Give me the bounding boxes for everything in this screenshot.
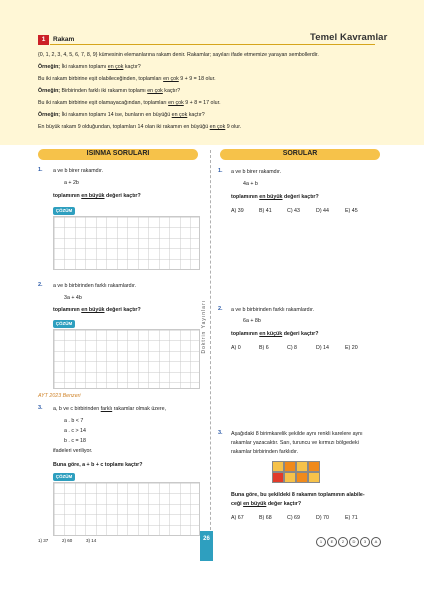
grid-cell-orange [308,461,320,472]
questions-section-title: SORULAR [282,150,318,157]
choice-d[interactable]: D) 44 [316,208,329,214]
warmup-section-title: ISINMA SORULARI [86,150,150,157]
question-text-line-2: rakamlar yazacaktır. Sarı, turuncu ve kırmızı bölgedeki [231,440,359,446]
question-number: 2. [218,306,223,312]
choice-d[interactable]: D) 14 [316,345,329,351]
question-text: a ve b birer rakamdır. [231,169,282,175]
choice-a[interactable]: A) 67 [231,515,244,521]
grid-cell-yellow [272,461,284,472]
choice-b[interactable]: B) 41 [259,208,272,214]
choice-e[interactable]: E) 20 [345,345,358,351]
solution-tag: ÇÖZÜM [53,320,75,328]
unit-number-badge: 1 [38,35,49,45]
choice-a[interactable]: A) 0 [231,345,241,351]
footer-answer-2: 2) 60 [62,538,73,543]
publisher-credit: Doktrin Yayınları [201,300,207,354]
color-grid-figure [272,461,320,483]
answer-key-circles [316,537,381,547]
intro-example-1: Örneğin; İki rakamın toplamı en çok kaçtır? [38,64,141,70]
answer-circle: 2 [338,537,348,547]
question-number: 2. [38,282,43,288]
choice-a[interactable]: A) 39 [231,208,244,214]
grid-cell-orange [284,461,296,472]
question-text: a ve b birer rakamdır. [53,168,104,174]
grid-cell-yellow [284,472,296,483]
question-ask: toplamının en büyük değeri kaçtır? [53,193,141,199]
answer-circle: 3 [360,537,370,547]
choice-c[interactable]: C) 43 [287,208,300,214]
question-expression: 6a + 8b [243,318,261,324]
choice-c[interactable]: C) 8 [287,345,298,351]
question-ask-line-1: Buna göre, bu şekildeki 8 rakamın toplamının alabile- [231,492,365,498]
grid-cell-orange [296,472,308,483]
question-ask: Buna göre, a + b + c toplamı kaçtır? [53,462,143,468]
choice-b[interactable]: B) 68 [259,515,272,521]
unit-title: Rakam [53,36,75,43]
answer-circle: 1 [316,537,326,547]
question-text-2: ifadeleri veriliyor. [53,448,93,454]
solution-grid[interactable] [53,329,200,389]
intro-answer-1: Bu iki rakam birbirine eşit olabileceğinden, toplamları en çok 9 + 9 = 18 olur. [38,76,216,82]
intro-example-2: Örneğin; Birbirinden farklı iki rakamın toplamı en çok kaçtır? [38,88,181,94]
question-expression: a + 2b [64,180,79,186]
condition-3: b . c = 18 [64,438,86,444]
intro-definition: {0, 1, 2, 3, 4, 5, 6, 7, 8, 9} kümesinin elemanlarına rakam denir. Rakamlar; sayıları ifade etmemize yarayan sembollerdir. [38,52,319,58]
intro-example-3: Örneğin; İki rakamın toplamı 14 ise, bunların en büyüğü en çok kaçtır? [38,112,205,118]
example-label: Örneğin; [38,64,61,70]
question-text: a, b ve c birbirinden farklı rakamlar olmak üzere, [53,406,167,412]
answer-circle: A [371,537,381,547]
intro-answer-2: Bu iki rakam birbirine eşit olamayacağından, toplamları en çok 9 + 8 = 17 olur. [38,100,221,106]
question-number: 3. [38,405,43,411]
condition-2: a . c > 14 [64,428,86,434]
page-title: Temel Kavramlar [310,32,388,43]
header-rule [50,44,375,45]
question-ask: toplamının en küçük değeri kaçtır? [231,331,319,337]
question-expression: 4a + b [243,181,258,187]
question-text-line-1: Aşağıdaki 8 birimkarelik şekilde aynı renkli karelere aynı [231,431,363,437]
question-text: a ve b birbirinden farklı rakamlardır. [53,283,137,289]
question-expression: 3a + 4b [64,295,82,301]
solution-tag: ÇÖZÜM [53,473,75,481]
footer-answer-1: 1) 37 [38,538,49,543]
question-ask: toplamının en büyük değeri kaçtır? [53,307,141,313]
answer-circle: E [327,537,337,547]
choice-e[interactable]: E) 45 [345,208,358,214]
column-divider [210,150,211,540]
choice-b[interactable]: B) 6 [259,345,269,351]
choice-e[interactable]: E) 71 [345,515,358,521]
choice-c[interactable]: C) 69 [287,515,300,521]
choice-d[interactable]: D) 70 [316,515,329,521]
grid-cell-yellow [296,461,308,472]
condition-1: a . b < 7 [64,418,84,424]
intro-answer-3: En büyük rakam 9 olduğundan, toplamları 14 olan iki rakamın en büyüğü en çok 9 olur. [38,124,242,130]
grid-cell-red [272,472,284,483]
question-ask-line-2: ceği en büyük değer kaçtır? [231,501,302,507]
solution-grid[interactable] [53,216,200,270]
question-ask: toplamının en büyük değeri kaçtır? [231,194,319,200]
footer-answer-3: 3) 14 [86,538,97,543]
question-text-line-3: rakamlar birbirinden farklıdır. [231,449,299,455]
grid-cell-yellow [308,472,320,483]
solution-grid[interactable] [53,482,200,536]
question-number: 1. [218,168,223,174]
answer-circle: D [349,537,359,547]
page-number: 26 [200,531,213,561]
question-number: 1. [38,167,43,173]
question-text: a ve b birbirinden farklı rakamlardır. [231,307,315,313]
exam-reference-tag: AYT 2023 Benzeri [38,393,81,399]
solution-tag: ÇÖZÜM [53,207,75,215]
question-number: 3. [218,430,223,436]
